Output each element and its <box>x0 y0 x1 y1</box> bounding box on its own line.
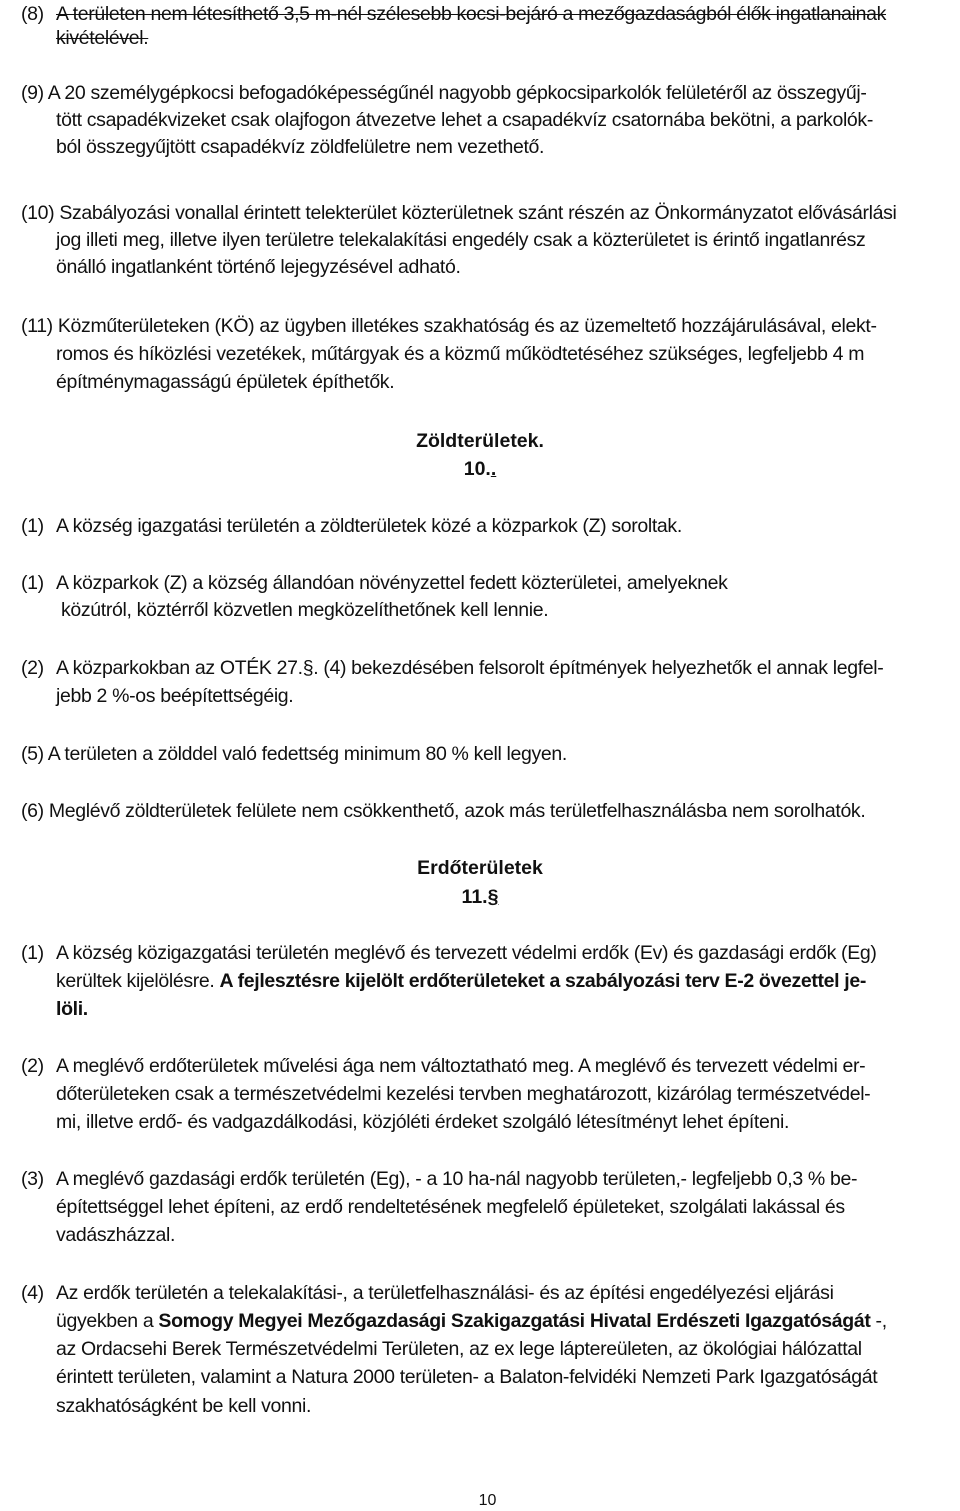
section-title-erdoteruletek: Erdőterületek <box>417 857 543 879</box>
zold-item-2-line-2: közútról, köztérről közvetlen megközelíthetőnek kell lennie. <box>61 599 549 621</box>
zold-item-3-number: (2) <box>21 657 44 679</box>
zold-item-1-number: (1) <box>21 515 44 537</box>
erdo-item-4-line-2-tail: -, <box>870 1310 887 1332</box>
erdo-item-3-line-3: vadászházzal. <box>56 1224 176 1246</box>
erdo-item-2-number: (2) <box>21 1055 44 1077</box>
erdo-item-4-line-1: Az erdők területén a telekalakítási-, a területfelhasználási- és az építési engedélyezési eljárási <box>56 1282 834 1304</box>
para-8-line-1: A területen nem létesíthető 3,5 m-nél szélesebb kocsi-bejáró a mezőgazdaságból élők ingatlanainak <box>56 3 886 25</box>
section-title-zoldteruletek: Zöldterületek. <box>416 430 544 452</box>
section-number-10-mark: . <box>490 458 497 480</box>
erdo-item-4-line-3: az Ordacsehi Berek Természetvédelmi Területen, az ex lege láptereületen, az ökológiai hálózattal <box>56 1338 862 1360</box>
para-8-line-2: kivételével. <box>56 27 149 49</box>
zold-item-2-line-1: A közparkok (Z) a község állandóan növényzettel fedett közterületei, amelyeknek <box>56 572 728 594</box>
para-11-line-2: romos és híközlési vezetékek, műtárgyak és a közmű működtetéséhez szükséges, legfeljebb 4 m <box>56 343 865 365</box>
erdo-item-4-number: (4) <box>21 1282 44 1304</box>
erdo-item-2-line-2: dőterületeken csak a természetvédelmi kezelési tervben meghatározott, kizárólag természetvédel- <box>56 1083 871 1105</box>
erdo-item-2-line-1: A meglévő erdőterületek művelési ága nem változtatható meg. A meglévő és tervezett védelmi er- <box>56 1055 866 1077</box>
erdo-item-2-line-3: mi, illetve erdő- és vadgazdálkodási, közjóléti érdeket szolgáló létesítményt lehet építeni. <box>56 1111 790 1133</box>
zold-item-6: (6) Meglévő zöldterületek felülete nem csökkenthető, azok más területfelhasználásba nem sorolhatók. <box>21 800 866 822</box>
erdo-item-4-line-2-bold: Somogy Megyei Mezőgazdasági Szakigazgatási Hivatal Erdészeti Igazgatóságát <box>158 1310 871 1332</box>
zold-item-3-line-2: jebb 2 %-os beépítettségéig. <box>56 685 294 707</box>
erdo-item-1-line-3: löli. <box>56 998 88 1020</box>
para-9-line-3: ból összegyűjtött csapadékvíz zöldfelületre nem vezethető. <box>56 136 545 158</box>
para-11-line-3: építménymagasságú épületek építhetők. <box>56 371 395 393</box>
para-11-line-1: (11) Közműterületeken (KÖ) az ügyben illetékes szakhatóság és az üzemeltető hozzájárulásával, elekt- <box>21 315 877 337</box>
erdo-item-4-line-2 <box>56 1310 887 1332</box>
erdo-item-3-number: (3) <box>21 1168 44 1190</box>
erdo-item-1-number: (1) <box>21 942 44 964</box>
para-9-line-2: tött csapadékvizeket csak olajfogon átvezetve lehet a csapadékvíz csatornába bekötni, a parkolók- <box>56 109 873 131</box>
para-9-line-1: (9) A 20 személygépkocsi befogadóképességűnél nagyobb gépkocsiparkolók felületéről az összegyűj- <box>21 82 867 104</box>
section-number-11 <box>0 886 960 908</box>
erdo-item-1-line-2-plain: kerültek kijelölésre. <box>56 970 220 992</box>
section-number-10-digits: 10. <box>463 458 491 480</box>
zold-item-2-number: (1) <box>21 572 44 594</box>
erdo-item-4-line-2-plain: ügyekben a <box>56 1310 159 1332</box>
erdo-item-4-line-5: szakhatóságként be kell vonni. <box>56 1395 312 1417</box>
erdo-item-1-line-2-bold: A fejlesztésre kijelölt erdőterületeket a szabályozási terv E-2 övezettel je- <box>219 970 866 992</box>
para-10-line-1: (10) Szabályozási vonallal érintett telekterület közterületnek szánt részén az Önkormányzatot elővásárlási <box>21 202 897 224</box>
page-number: 10 <box>478 1492 497 1509</box>
erdo-item-3-line-1: A meglévő gazdasági erdők területén (Eg), - a 10 ha-nál nagyobb területen,- legfeljebb 0,3 % be- <box>56 1168 858 1190</box>
section-number-11-digits: 11. <box>461 886 488 908</box>
para-10-line-3: önálló ingatlanként történő lejegyzésével adható. <box>56 256 461 278</box>
para-10-line-2: jog illeti meg, illetve ilyen területre telekalakítási engedély csak a közterületet is érintő ingatlanrész <box>56 229 866 251</box>
erdo-item-4-line-4: érintett területen, valamint a Natura 2000 területen- a Balaton-felvidéki Nemzeti Park Igazgatóságát <box>56 1366 878 1388</box>
zold-item-1-text: A község igazgatási területén a zöldterületek közé a közparkok (Z) soroltak. <box>56 515 682 537</box>
zold-item-3-line-1: A közparkokban az OTÉK 27.§. (4) bekezdésében felsorolt építmények helyezhetők el annak legfel- <box>56 657 884 679</box>
erdo-item-3-line-2: építettséggel lehet építeni, az erdő rendeltetésének megfelelő épületeket, szolgálati lakással és <box>56 1196 845 1218</box>
section-number-10 <box>0 458 960 480</box>
erdo-item-1-line-2 <box>56 970 866 992</box>
section-number-11-mark: § <box>487 886 499 908</box>
zold-item-5: (5) A területen a zölddel való fedettség minimum 80 % kell legyen. <box>21 743 567 765</box>
para-8-number: (8) <box>21 3 44 25</box>
erdo-item-1-line-1: A község közigazgatási területén meglévő és tervezett védelmi erdők (Ev) és gazdasági erdők (Eg) <box>56 942 877 964</box>
